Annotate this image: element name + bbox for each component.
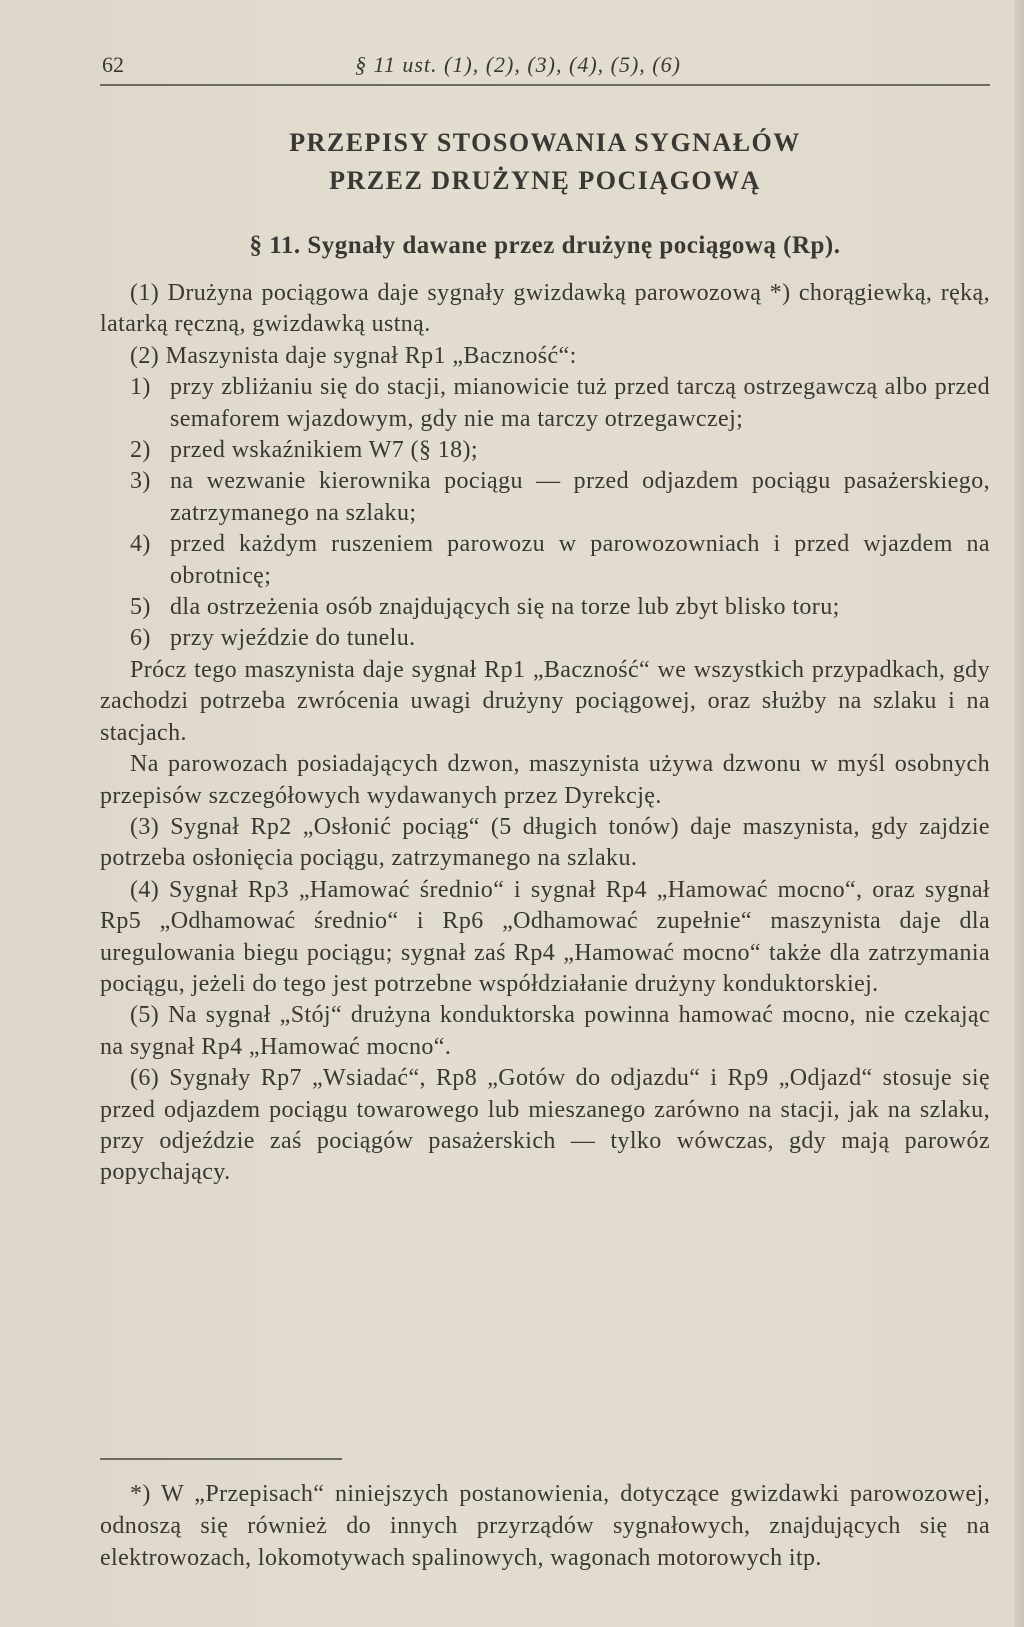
section-body xyxy=(100,278,990,1189)
list-item xyxy=(100,592,990,623)
list-item-number: 4) xyxy=(130,531,151,558)
list-item-text: przed każdym ruszeniem parowozu w parowozowniach i przed wjazdem na obrotnicę; xyxy=(170,531,990,589)
list-item-number: 5) xyxy=(130,594,151,621)
header-rule xyxy=(100,84,990,86)
list-item-number: 1) xyxy=(130,374,151,401)
page-number: 62 xyxy=(102,52,124,77)
signal-cases-list xyxy=(100,372,990,655)
list-item xyxy=(100,435,990,466)
paragraph-2-bell: Na parowozach posiadających dzwon, maszynista używa dzwonu w myśl osobnych przepisów szczegółowych wydawanych przez Dyrekcję. xyxy=(100,751,990,809)
footnote-text: *) W „Przepisach“ niniejszych postanowienia, dotyczące gwizdawki parowozowej, odnoszą się również do innych przyrządów sygnałowych, znajdujących się na elektrowozach, lokomotywach spalinowych, wagonach motorowych itp. xyxy=(100,1481,990,1571)
section-heading: § 11. Sygnały dawane przez drużynę pociągową (Rp). xyxy=(249,232,841,259)
running-head: § 11 ust. (1), (2), (3), (4), (5), (6) xyxy=(355,52,681,77)
list-item-text: dla ostrzeżenia osób znajdujących się na torze lub zbyt blisko toru; xyxy=(170,594,840,621)
list-item-number: 3) xyxy=(130,468,151,495)
paragraph-2-intro: (2) Maszynista daje sygnał Rp1 „Baczność“: xyxy=(130,342,577,369)
list-item xyxy=(100,372,990,435)
list-item-text: przed wskaźnikiem W7 (§ 18); xyxy=(170,437,479,464)
paragraph-1: (1) Drużyna pociągowa daje sygnały gwizdawką parowozową *) chorągiewką, ręką, latarką ręczną, gwizdawką ustną. xyxy=(100,280,990,338)
list-item-number: 6) xyxy=(130,625,151,652)
page-header xyxy=(100,48,990,88)
paragraph-2-extra: Prócz tego maszynista daje sygnał Rp1 „Baczność“ we wszystkich przypadkach, gdy zachodzi potrzeba zwrócenia uwagi drużyny pociągowej, oraz służby na szlaku i na stacjach. xyxy=(100,656,990,746)
list-item-number: 2) xyxy=(130,437,151,464)
paragraph-3: (3) Sygnał Rp2 „Osłonić pociąg“ (5 długich tonów) daje maszynista, gdy zajdzie potrzeba osłonięcia pociągu, zatrzymanego na szlaku. xyxy=(100,813,990,872)
list-item-text: na wezwanie kierownika pociągu — przed odjazdem pociągu pasażerskiego, zatrzymanego na szlaku; xyxy=(170,468,990,526)
page-edge-shadow xyxy=(1014,0,1024,1627)
list-item xyxy=(100,529,990,592)
list-item xyxy=(100,466,990,529)
paragraph-5: (5) Na sygnał „Stój“ drużyna konduktorska powinna hamować mocno, nie czekając na sygnał Rp4 „Hamować mocno“. xyxy=(100,1002,990,1060)
list-item xyxy=(100,623,990,654)
paragraph-4: (4) Sygnał Rp3 „Hamować średnio“ i sygnał Rp4 „Hamować mocno“, oraz sygnał Rp5 „Odhamować średnio“ i Rp6 „Odhamować zupełnie“ maszynista daje dla uregulowania biegu pociągu; sygnał zaś Rp4 „Hamować mocno“ także dla zatrzymania pociągu, jeżeli do tego jest potrzebne współdziałanie drużyny konduktorskiej. xyxy=(100,876,990,997)
chapter-title-line-2: PRZEZ DRUŻYNĘ POCIĄGOWĄ xyxy=(329,166,761,195)
list-item-text: przy wjeździe do tunelu. xyxy=(170,625,416,652)
footnote-rule xyxy=(100,1458,342,1460)
paragraph-6: (6) Sygnały Rp7 „Wsiadać“, Rp8 „Gotów do odjazdu“ i Rp9 „Odjazd“ stosuje się przed odjazdem pociągu towarowego lub mieszanego zarówno na stacji, jak na szlaku, przy odjeździe zaś pociągów pasażerskich — tylko wówczas, gdy mają parowóz popychający. xyxy=(100,1065,990,1186)
chapter-title-line-1: PRZEPISY STOSOWANIA SYGNAŁÓW xyxy=(289,128,801,157)
list-item-text: przy zbliżaniu się do stacji, mianowicie tuż przed tarczą ostrzegawczą albo przed semaforem wjazdowym, gdy nie ma tarczy otrzegawczej; xyxy=(170,374,990,432)
footnote xyxy=(100,1478,990,1574)
